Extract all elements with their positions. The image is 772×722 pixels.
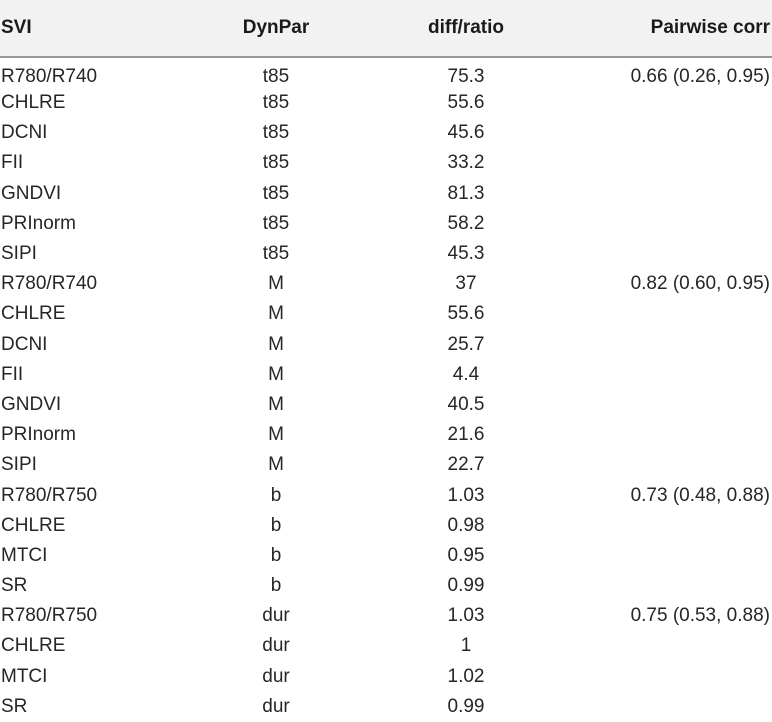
cell-dynpar: dur [262,665,290,687]
cell-pairwise-corr [576,88,772,118]
table-row [0,450,772,480]
table-row [0,269,772,299]
cell-pairwise-corr [576,571,772,601]
cell-pairwise-corr [576,239,772,269]
cell-pairwise-corr [576,511,772,541]
cell-pairwise-corr: 0.82 (0.60, 0.95) [630,273,770,295]
table-row [0,179,772,209]
cell-svi: SIPI [1,243,37,265]
cell-dynpar: t85 [262,66,290,87]
table-row [0,571,772,601]
cell-diff-ratio: 0.98 [447,514,485,536]
header-svi: SVI [1,17,32,38]
table-row [0,88,772,118]
cell-pairwise-corr [576,148,772,178]
cell-pairwise-corr [576,662,772,692]
cell-dynpar: b [270,484,282,506]
cell-svi: CHLRE [1,514,66,536]
table-row [0,601,772,631]
cell-diff-ratio: 21.6 [447,424,485,446]
cell-diff-ratio: 4.4 [452,363,480,385]
cell-svi: PRInorm [1,424,76,446]
cell-pairwise-corr: 0.73 (0.48, 0.88) [630,484,770,506]
cell-svi: DCNI [1,333,48,355]
cell-pairwise-corr [576,299,772,329]
cell-diff-ratio: 81.3 [447,182,485,204]
cell-diff-ratio: 45.3 [447,243,485,265]
cell-dynpar: b [270,514,282,536]
cell-pairwise-corr: 0.66 (0.26, 0.95) [630,66,770,87]
cell-pairwise-corr [576,118,772,148]
cell-svi: R780/R750 [1,484,98,506]
cell-diff-ratio: 0.99 [447,575,485,597]
header-dynpar: DynPar [242,17,310,38]
table-row [0,692,772,722]
table-row [0,662,772,692]
cell-svi: R780/R750 [1,605,98,627]
cell-svi: FII [1,363,24,385]
cell-diff-ratio: 25.7 [447,333,485,355]
table-row [0,541,772,571]
cell-dynpar: t85 [262,243,290,265]
cell-diff-ratio: 22.7 [447,454,485,476]
cell-diff-ratio: 0.99 [447,695,485,717]
cell-dynpar: dur [262,695,290,717]
cell-svi: DCNI [1,122,48,144]
cell-dynpar: M [268,363,284,385]
cell-svi: MTCI [1,665,48,687]
cell-dynpar: M [268,424,284,446]
cell-pairwise-corr [576,390,772,420]
cell-dynpar: t85 [262,92,290,114]
table-row [0,118,772,148]
table-row [0,299,772,329]
cell-pairwise-corr [576,692,772,722]
cell-dynpar: M [268,454,284,476]
table-row [0,330,772,360]
table-header [0,0,772,56]
table-row [0,360,772,390]
header-divider [0,56,772,58]
cell-diff-ratio: 55.6 [447,303,485,325]
header-pairwise-corr: Pairwise corr [650,17,770,38]
cell-svi: R780/R740 [1,273,98,295]
cell-dynpar: t85 [262,122,290,144]
cell-dynpar: b [270,544,282,566]
table-row [0,420,772,450]
cell-svi: R780/R740 [1,66,98,87]
header-diff-ratio: diff/ratio [428,17,504,38]
cell-svi: FII [1,152,24,174]
cell-svi: SR [1,575,28,597]
cell-svi: GNDVI [1,393,62,415]
table-row [0,390,772,420]
cell-pairwise-corr [576,209,772,239]
cell-dynpar: dur [262,635,290,657]
header-row [0,0,772,56]
table-row [0,209,772,239]
table-row [0,631,772,661]
table-row [0,511,772,541]
cell-diff-ratio: 1.03 [447,484,485,506]
table-row [0,480,772,510]
cell-dynpar: t85 [262,182,290,204]
cell-diff-ratio: 1 [460,635,472,657]
table-body [0,56,772,722]
cell-dynpar: t85 [262,152,290,174]
cell-svi: SR [1,695,28,717]
cell-pairwise-corr [576,631,772,661]
table-row [0,148,772,178]
cell-svi: CHLRE [1,635,66,657]
cell-pairwise-corr: 0.75 (0.53, 0.88) [630,605,770,627]
cell-dynpar: M [268,393,284,415]
cell-diff-ratio: 45.6 [447,122,485,144]
cell-diff-ratio: 1.03 [447,605,485,627]
cell-diff-ratio: 58.2 [447,212,485,234]
cell-dynpar: M [268,303,284,325]
cell-svi: SIPI [1,454,37,476]
cell-diff-ratio: 55.6 [447,92,485,114]
cell-diff-ratio: 37 [455,273,477,295]
cell-dynpar: b [270,575,282,597]
cell-dynpar: dur [262,605,290,627]
cell-diff-ratio: 33.2 [447,152,485,174]
cell-pairwise-corr [576,179,772,209]
cell-pairwise-corr [576,450,772,480]
cell-svi: CHLRE [1,303,66,325]
cell-pairwise-corr [576,541,772,571]
cell-svi: CHLRE [1,92,66,114]
cell-pairwise-corr [576,420,772,450]
cell-svi: MTCI [1,544,48,566]
cell-pairwise-corr [576,360,772,390]
table-row [0,239,772,269]
cell-dynpar: t85 [262,212,290,234]
table-row [0,56,772,88]
cell-dynpar: M [268,273,284,295]
cell-svi: GNDVI [1,182,62,204]
cell-diff-ratio: 40.5 [447,393,485,415]
cell-pairwise-corr [576,330,772,360]
cell-diff-ratio: 75.3 [447,66,485,87]
cell-svi: PRInorm [1,212,76,234]
cell-dynpar: M [268,333,284,355]
cell-diff-ratio: 0.95 [447,544,485,566]
cell-diff-ratio: 1.02 [447,665,485,687]
